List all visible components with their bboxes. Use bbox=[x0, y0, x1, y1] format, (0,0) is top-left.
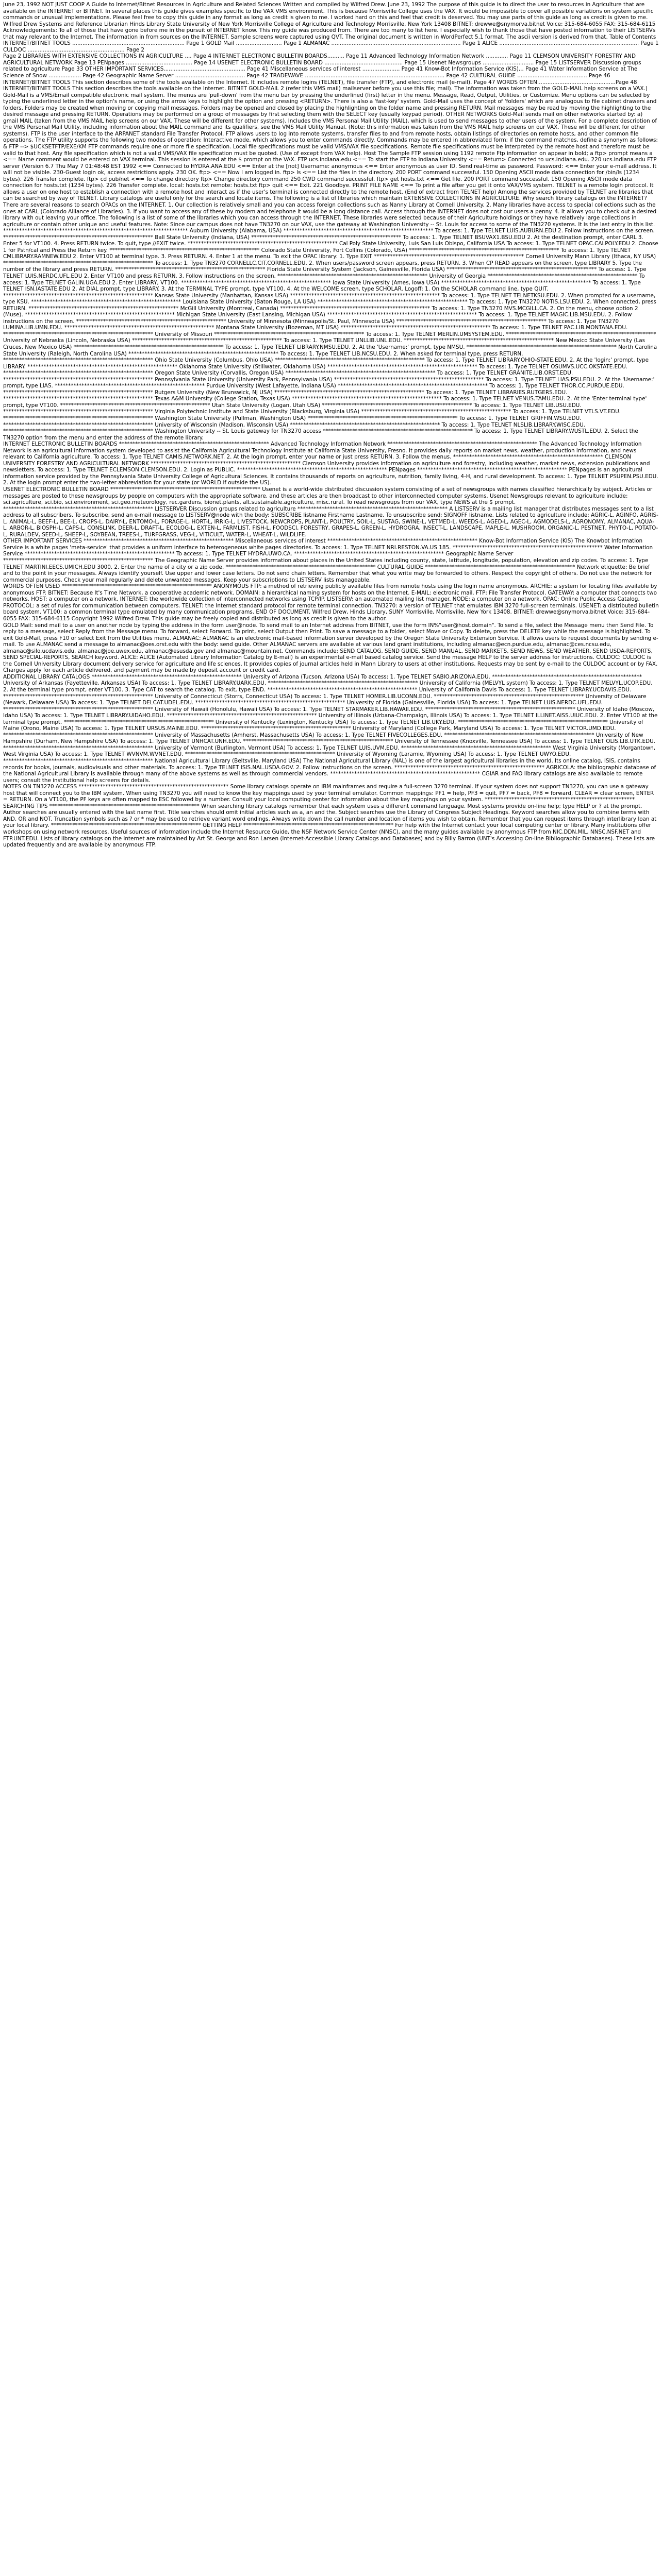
document-paragraph: June 23, 1992 NOT JUST COOP A Guide to Internet/Bitnet Resources in Agriculture and Related Sciences Written and compiled by Wilfred Drew. June 23, 1992 The purpose of this guide is to direct the user to resources in Agriculture that are available on the INTERNET or BITNET. In several places this guide gives examples specific to the VAX VMS environment. This is because Morrisville College uses the VAX. It would be impossible to cover all possible variations on system specific commands or unusual implementations. Please feel free to copy this guide in any format as long as credit is given to me. I worked hard on this and feel that credit is deserved. You may use parts of this guide as long as credit is given to me. Wilfred Drew Systems and Reference Librarian Hinds Library State University of New York Morrisville College of Agriculture and Technology Morrisville, New York 13408 BITNET: drewwe@snymorva.bitnet Voice: 315-684-6055 FAX: 315-684-6115 Acknowledgements: To all of those that have gone before me in the pursuit of INTERNET know. This my guide was produced from. There are too many to list here. I especially wish to thank those that have posted information to their LISTSERVs that may relevant to the Internet. The information in from sources on the INTERNET. Sample screens were captured using QVT. The original document is written in WordPerfect 5.1 format. The ascii version is derived from that. Table of Contents INTERNET/BITNET TOOLS .................................................................. Page 1 GOLD Mail ........................... Page 1 ALMANAC ............................................................................ Page 1 ALICE .................................................................................. Page 1 CULDOC ......................................................... Page 2 bbox=[3, 2, 660, 53]
document-paragraph: Page 2 LIBRARIES WITH EXTENSIVE COLLECTIONS IN AGRICULTURE .... Page 4 INTERNET ELECTRONIC BULLETIN BOARDS.......... Page 11 Advanced Technology Information Network ............. Page 11 CLEMSON UNIVERSITY FORESTRY AND AGRICULTURAL NETWORK Page 13 PENpages ....................................... Page 14 USENET ELECTRONIC BULLETIN BOARD .............................................. Page 15 Usenet Newsgroups .............................. Page 15 LISTSERVER Discussion groups related to agriculture Page 33 OTHER IMPORTANT SERVICES................................................ Page 41 Miscellaneous services of interest ...................... Page 41 Know-Bot Information Service (KIS)... Page 41 Water Information Service at The Science of Snow ................... Page 42 Geographic Name Server ......................................... Page 42 TRADEWAVE .................................................................................. Page 42 CULTURAL GUIDE ......................................... Page 46 INTERNET/BITNET TOOLS This section describes some of the tools available on the Internet. It includes remote logins (TELNET), file transfer (FTP), and electronic mail (e-mail). Page 47 WORDS OFTEN..............................................Page 48 INTERNET/BITNET TOOLS This section describes the tools available on the Internet. BITNET GOLD-MAIL 2 (refer this VMS mail) mailserver before you use this file; mail). The information was taken from the GOLD-MAIL help screens on a VAX.) Gold-Mail is a VMS/Email compatible electronic mail system. The menus are 'pull-down' from the menu bar by pressing the underlined (first) letter in the menu. Message, Read, Output, Utilities, or Customize. Menu options can be selected by typing the underlined letter in the option's name, or using the arrow keys to highlight the option and pressing <RETURN>. There is also a 'fast-key' system. Gold-Mail uses the concept of 'folders' which are analogous to file cabinet drawers and folders. Folders may be created when moving or copying mail messages. Folders may be opened and closed by placing the highlighting on the folder name and pressing RETURN. Mail messages may be read by moving the highlighting to the desired message and pressing RETURN. Operations may be performed on a group of messages by first selecting them with the SELECT key (usually keypad period). OTHER NETWORKS Gold-Mail sends mail on other networks started by: a) gmail MAIL (taken from the VMS MAIL help screens on our VAX. These will be different for other systems). Includes the VMS Personal Mail Utility (MAIL), which is used to send messages to other users of the system. For a complete description of the VMS Personal Mail Utility, including information about the MAIL command and its qualifiers, see the VMS Mail Utility Manual. (Note: this information was taken from the VMS MAIL help screens on our VAX. These will be different for other systems). FTP is the user interface to the ARPANET standard File Transfer Protocol. FTP allows users to log into remote systems, transfer files to and from remote hosts, obtain listings of directories on remote hosts, and other common file operations. The FTP utility supports the following two modes of operation: Interactive mode, which allows you to enter commands directly. Commands may be entered in abbreviated form; if the command matches, define a synonym as follows: & FTP --> $UCKSETFTP/EXE/KM FTP commands require one or more file specification. Local file specifications must be valid VMS/VAX file specifications. Remote file specifications must be interpreted by the remote host and therefore must be valid to that host. Any file specification which is not a valid VMS/VAX file specification must be quoted. (Use of except from VAX help). Host The Sample FTP session using 1192 remote Ftp information on appear in bold; a ftp> prompt means a <== Name comment would be entered on VAX terminal. This session is entered at the $ prompt on the VAX. FTP ucs.indiana.edu <== To start the FTP to Indiana University <== Return> Connected to ucs.indiana.edu. 220 ucs.indiana.edu FTP server (Version 6.7 Thu May 7 01:48:48 EST 1992 <== Connected to HYDRA.ANA.EDU <== Enter at the [not] Username: anonymous <== Enter anonymous as user ID. Send real-time as password. Password: <== Enter your e-mail address. It will not be visible. 230-Guest login ok, access restrictions apply. 230 OK. ftp> <== Now I am logged in. ftp> ls <== List the files in the directory. 200 PORT command successful. 150 Opening ASCII mode data connection for /bin/ls (1234 bytes). 226 Transfer complete. ftp> cd pub/net <== To change directory ftp> Change directory command 250 CWD command successful. ftp> get hosts.txt <== Get file. 200 PORT command successful. 150 Opening ASCII mode data connection for hosts.txt (1234 bytes). 226 Transfer complete. local: hosts.txt remote: hosts.txt ftp> quit <== Exit. 221 Goodbye. PRINT FILE NAME <== To print a file after you get it onto VAX/VMS system. TELNET is a remote login protocol. It allows a user on one host to establish a connection with a remote host and interact as if the user's terminal is connected directly to the remote host. (End of extract from TELNET help) Among the services provided by TELNET are libraries that can be searched by way of TELNET. Library catalogs are useful only for the search and locate items. The following is a list of libraries which maintain EXTENSIVE COLLECTIONS IN AGRICULTURE. Why search library catalogs on the INTERNET? There are several reasons to search OPACs on the INTERNET. 1. Our collection is relatively small and you can access foreign collections such as Nanny Library at Cornell University. 2. Many libraries have access to special collections such as the ones at CARL (Colorado Alliance of Libraries). 3. If you want to access any of these by modem and telephone it would be a long distance call. Access through the INTERNET does not cost our users a penny. 4. It allows you to check out a desired library with out leaving your office. The following is a list of some of the libraries which you can access through the INTERNET. These libraries were selected because of their Agriculture holdings or they have relatively large collections in agriculture or contain other unique and useful features. Note: Since our campus does not have TN3270 on our VAX, use the gateway at Washington University -- St. Louis for access to some of the TN3270 systems. It is the last entry in this list. bbox=[3, 53, 660, 228]
document-paragraph: ********************************************************************* Auburn University (Alabama, USA) ******************************************************** To access: 1. Type TELNET LUIS.AUBURN.EDU 2. Follow instructions on the screen. ******************************************************** Ball State University (Indiana, USA) ******************************************************** To access: 1. Type TELNET BSUVAX1.BSU.EDU 2. At the destination prompt, enter CARL 3. Enter 5 for VT100. 4. Press RETURN twice. To quit, type //EXIT twice. ******************************************************** Cal Poly State University, Luis San Luis Obispo, California USA To access: 1. Type TELNET OPAC.CALPOLY.EDU 2. Choose 1 for Pstn/cal and Press the Return key. ******************************************************** Colorado State University, Fort Collins (Colorado, USA) ******************************************************** To access: 1. Type TELNET CMLIBRARY.RAMNEW.EDU 2. Enter VT100 at terminal type. 3. Press RETURN. 4. Enter 1 at the menu. To exit the OPAC library: 1. Type EXIT ******************************************************** Cornell University Mann Library (Ithaca, NY USA) ******************************************************** To access: 1. Type TN3270 CORNELLC.CIT.CORNELL.EDU. 2. When users/password screen appears, press RETURN. 3. When CP READ appears on the screen, type LIBRARY 5. Type the number of the library and press RETURN. ******************************************************** Florida State University System (Jackson, Gainesville, Florida USA) ******************************************************** To access: 1. Type TELNET LUIS.NERDC.UFL.EDU 2. Enter VT100 and press RETURN. 3. Follow instructions on the screen. ******************************************************** University of Georgia ******************************************************** To access: 1. Type TELNET GALIN.UGA.EDU 2. Enter LIBRARY, VT100. ******************************************************** Iowa State University (Ames, Iowa USA) ******************************************************** To access: 1. Type TELNET ISN.IASTATE.EDU 2. At DIAL prompt, type LIBRARY. 3. At the TERMINAL TYPE prompt, type VT100. 4. At the WELCOME screen, type SCHOLAR. Logoff: 1. On the SCHOLAR command line, type QUIT. bbox=[3, 228, 660, 293]
document-paragraph: ******************************************************** Kansas State University (Manhattan, Kansas USA) ******************************************************** To access: 1. Type TELNET TELNETKSU.EDU. 2. When prompted for a username, type KSU. ******************************************************** Louisiana State University (Baton Rouge, LA USA) ******************************************************** To access: 1. Type TN3270 NOTIS.LSU.EDU. 2. When connected, press RETURN. ******************************************************** McGill University (Montreal, Canada) ******************************************************** To access: 1. Type TN3270 MVS.MCGILL.CA. 2. On the menu, choose option 2 (Muse). ******************************************************** Michigan State University (East Lansing, Michigan USA) ******************************************************** To access: 1. Type TELNET MAGIC.LIB.MSU.EDU. 2. Follow instructions on the screen. ******************************************************** University of Minnesota (Minneapolis/St. Paul, Minnesota USA) ******************************************************** To access: 1. Type TN3270 LUMINA.LIB.UMN.EDU. ******************************************************** Montana State University (Bozeman, MT USA) ******************************************************** To access: 1. Type TELNET PAC.LIB.MONTANA.EDU. ******************************************************** University of Missouri ******************************************************** To access: 1. Type TELNET MERLIN.UMSYSTEM.EDU. ******************************************************** University of Nebraska (Lincoln, Nebraska USA) ******************************************************** To access: 1. Type TELNET UNLLIB.UNL.EDU. ******************************************************** New Mexico State University (Las Cruces, New Mexico USA) ******************************************************** To access: 1. Type TELNET LIBRARY.NMSU.EDU. 2. At the 'Username:' prompt, type NMSU. ******************************************************** North Carolina State University (Raleigh, North Carolina USA) ******************************************************** To access: 1. Type TELNET LIB.NCSU.EDU. 2. When asked for terminal type, press RETURN. ******************************************************** Ohio State University (Columbus, Ohio USA) ******************************************************** To access: 1. Type TELNET LIBRARY.OHIO-STATE.EDU. 2. At the 'login:' prompt, type LIBRARY. ******************************************************** Oklahoma State University (Stillwater, Oklahoma USA) ******************************************************** To access: 1. Type TELNET OSUMVS.UCC.OKSTATE.EDU. ******************************************************** Oregon State University (Corvallis, Oregon USA) ******************************************************** To access: 1. Type TELNET GRANITE.LIB.ORST.EDU. ******************************************************** Pennsylvania State University (University Park, Pennsylvania USA) ******************************************************** To access: 1. Type TELNET LIAS.PSU.EDU. 2. At the 'Username:' prompt, type LIAS. ******************************************************** Purdue University (West Lafayette, Indiana USA) ******************************************************** To access: 1. Type TELNET THOR.CC.PURDUE.EDU. ******************************************************** Rutgers University (New Brunswick, NJ USA) ******************************************************** To access: 1. Type TELNET LIBRARIES.RUTGERS.EDU. ******************************************************** Texas A&M University (College Station, Texas USA) ******************************************************** To access: 1. Type TELNET VENUS.TAMU.EDU. 2. At the 'Enter terminal type' prompt, type VT100. ******************************************************** Utah State University (Logan, Utah USA) ******************************************************** To access: 1. Type TELNET LIB.USU.EDU. ******************************************************** Virginia Polytechnic Institute and State University (Blacksburg, Virginia USA) ******************************************************** To access: 1. Type TELNET VTLS.VT.EDU. ******************************************************** Washington State University (Pullman, Washington USA) ******************************************************** To access: 1. Type TELNET GRIFFIN.WSU.EDU. ******************************************************** University of Wisconsin (Madison, Wisconsin USA) ******************************************************** To access: 1. Type TELNET NLSLIB.LIBRARY.WISC.EDU. ******************************************************** Washington University -- St. Louis gateway for TN3270 access ******************************************************** To access: 1. Type TELNET LIBRARY.WUSTL.EDU. 2. Select the TN3270 option from the menu and enter the address of the remote library. bbox=[3, 292, 659, 441]
document-paragraph: ADDITIONAL LIBRARY CATALOGS ******************************************************** University of Arizona (Tucson, Arizona USA) To access: 1. Type TELNET SABIO.ARIZONA.EDU. ******************************************************** University of Arkansas (Fayetteville, Arkansas USA) To access: 1. Type TELNET LIBRARY.UARK.EDU. ******************************************************** University of California (MELVYL system) To access: 1. Type TELNET MELVYL.UCOP.EDU. 2. At the terminal type prompt, enter VT100. 3. Type CAT to search the catalog. To exit, type END. ******************************************************** University of California Davis To access: 1. Type TELNET LIBRARY.UCDAVIS.EDU. ******************************************************** University of Connecticut (Storrs, Connecticut USA) To access: 1. Type TELNET HOMER.LIB.UCONN.EDU. ******************************************************** University of Delaware (Newark, Delaware USA) To access: 1. Type TELNET DELCAT.UDEL.EDU. ******************************************************** University of Florida (Gainesville, Florida USA) To access: 1. Type TELNET LUIS.NERDC.UFL.EDU. ******************************************************** University of Hawaii (Honolulu, Hawaii USA) To access: 1. Type TELNET STARMAKER.LIB.HAWAII.EDU. ******************************************************** University of Idaho (Moscow, Idaho USA) To access: 1. Type TELNET LIBRARY.UIDAHO.EDU. ******************************************************** University of Illinois (Urbana-Champaign, Illinois USA) To access: 1. Type TELNET ILLINET.AISS.UIUC.EDU. 2. Enter VT100 at the terminal type prompt. ******************************************************** University of Kentucky (Lexington, Kentucky USA) To access: 1. Type TELNET LIB.UKY.EDU. ******************************************************** University of Maine (Orono, Maine USA) To access: 1. Type TELNET URSUS.MAINE.EDU. ******************************************************** University of Maryland (College Park, Maryland USA) To access: 1. Type TELNET VICTOR.UMD.EDU. ******************************************************** University of Massachusetts (Amherst, Massachusetts USA) To access: 1. Type TELNET FIVECOLLEGES.EDU. ******************************************************** University of New Hampshire (Durham, New Hampshire USA) To access: 1. Type TELNET UNHCAT.UNH.EDU. ******************************************************** University of Tennessee (Knoxville, Tennessee USA) To access: 1. Type TELNET OLIS.LIB.UTK.EDU. ******************************************************** University of Vermont (Burlington, Vermont USA) To access: 1. Type TELNET LUIS.UVM.EDU. ******************************************************** West Virginia University (Morgantown, West Virginia USA) To access: 1. Type TELNET WVNVM.WVNET.EDU. ******************************************************** University of Wyoming (Laramie, Wyoming USA) To access: 1. Type TELNET UWYO.EDU. ******************************************************** National Agricultural Library (Beltsville, Maryland USA) The National Agricultural Library (NAL) is one of the largest agricultural libraries in the world. Its online catalog, ISIS, contains records for books, journals, audiovisuals and other materials. To access: 1. Type TELNET ISIS.NAL.USDA.GOV. 2. Follow instructions on the screen. ******************************************************** AGRICOLA: the bibliographic database of the National Agricultural Library is available through many of the above systems as well as through commercial vendors. ******************************************************** CGIAR and FAO library catalogs are also available to remote users; consult the institutional help screens for details. bbox=[3, 673, 659, 784]
document-paragraph: USENET ELECTRONIC BULLETIN BOARD ******************************************************** Usenet is a world-wide distributed discussion system consisting of a set of newsgroups with names classified hierarchically by subject. Articles or messages are posted to these newsgroups by people on computers with the appropriate software, and these articles are then broadcast to other interconnected computer systems. Usenet Newsgroups relevant to agriculture include: sci.agriculture, sci.bio, sci.environment, sci.geo.meteorology, rec.gardens, bionet.plants, alt.sustainable.agriculture, misc.rural. To read newsgroups from our VAX, type NEWS at the $ prompt. ******************************************************** LISTSERVER Discussion groups related to agriculture ******************************************************** A LISTSERV is a mailing list manager that distributes messages sent to a list address to all subscribers. To subscribe, send an e-mail message to LISTSERV@node with the body: SUBSCRIBE listname Firstname Lastname. To unsubscribe send: SIGNOFF listname. Lists related to agriculture include: AGRIC-L, AGINFO, AGRIS-L, ANIMAL-L, BEEF-L, BEE-L, CROPS-L, DAIRY-L, ENTOMO-L, FORAGE-L, HORT-L, IRRIG-L, LIVESTOCK, NEWCROPS, PLANT-L, POULTRY, SOIL-L, SUSTAG, SWINE-L, VETMED-L, WEEDS-L, AGED-L, AGEC-L, AGMODELS-L, AGRONOMY, ALMANAC, AQUA-L, ARBOR-L, BIOSPH-L, CAPS-L, CONSLINK, DEER-L, DRAFT-L, ECOLOG-L, EXTEN-L, FARMLIST, FISH-L, FOODSCI, FORESTRY, GRAPES-L, GREEN-L, HYDROGRA, INSECT-L, LANDSCAPE, MAPLE-L, MUSHROOM, ORGANIC-L, PESTNET, PHYTO-L, POTATO-L, RURALDEV, SEED-L, SHEEP-L, SOYBEAN, TREES-L, TURFGRASS, VEG-L, VITICULT, WATER-L, WHEAT-L, WILDLIFE. bbox=[3, 486, 658, 538]
document-paragraph: OTHER IMPORTANT SERVICES ******************************************************** Miscellaneous services of interest ******************************************************** Know-Bot Information Service (KIS) The Knowbot Information Service is a white pages 'meta-service' that provides a uniform interface to heterogeneous white pages directories. To access: 1. Type TELNET NRI.RESTON.VA.US 185. ******************************************************** Water Information Service ******************************************************** To access: 1. Type TELNET HYDRA.UWO.CA. ******************************************************** Geographic Name Server ******************************************************** The Geographic Name Server provides information about places in the United States including county, state, latitude, longitude, population, elevation and zip codes. To access: 1. Type TELNET MARTINI.EECS.UMICH.EDU 3000. 2. Enter the name of a city or a zip code. ******************************************************** CULTURAL GUIDE ******************************************************** Network etiquette: Be brief and to the point in your messages. Always identify yourself. Use upper and lower case letters. Do not send chain letters. Remember that what you write may be forwarded to others. Respect the copyright of others. Do not use the network for commercial purposes. Check your mail regularly and delete unwanted messages. Keep your subscriptions to LISTSERV lists manageable. bbox=[3, 538, 655, 583]
document-paragraph: GOLD Mail: send mail to a user on another node by typing the address in the form user@node. To send mail to an Internet address from BITNET, use the form IN%"user@host.domain". To send a file, select the Message menu then Send File. To reply to a message, select Reply from the Message menu. To forward, select Forward. To print, select Output then Print. To save a message to a folder, select Move or Copy. To delete, press the DELETE key while the message is highlighted. To exit Gold-Mail, press F10 or select Exit from the Utilities menu. ALMANAC: ALMANAC is an electronic mail-based information server developed by the Oregon State University Extension Service. It allows users to request documents by sending e-mail. To use ALMANAC send a message to almanac@oes.orst.edu with the body: send guide. Other ALMANAC servers are available at various land grant institutions, including almanac@ecn.purdue.edu, almanac@ces.ncsu.edu, almanac@silo.ucdavis.edu, almanac@joe.uwex.edu, almanac@esusda.gov and almanac@mountain.net. Commands include: SEND CATALOG, SEND GUIDE, SEND MANUAL, SEND MARKETS, SEND NEWS, SEND WEATHER, SEND USDA-REPORTS, SEND SPECIAL-REPORTS, SEARCH keyword. ALICE: ALICE (Automated Library Information Catalog by E-mail) is an experimental e-mail based catalog service. Send the message HELP to the server address for instructions. CULDOC: CULDOC is the Cornell University Library document delivery service for agriculture and life sciences. It provides copies of journal articles held in Mann Library to users at other institutions. Requests may be sent by e-mail to the CULDOC account or by FAX. Charges apply for each article delivered, and payment may be made by deposit account or credit card. bbox=[3, 622, 659, 674]
document-paragraph: NOTES ON TN3270 ACCESS ******************************************************** Some library catalogs operate on IBM mainframes and require a full-screen 3270 terminal. If your system does not support TN3270, you can use a gateway host that will connect you to the IBM system. When using TN3270 you will need to know the key mappings used by your terminal emulator. Common mappings: PF1 = help, PF3 = quit, PF7 = back, PF8 = forward, CLEAR = clear screen, ENTER = RETURN. On a VT100, the PF keys are often mapped to ESC followed by a number. Consult your local computing center for information about the key mappings on your system. ******************************************************** SEARCHING TIPS ******************************************************** When searching library catalogs remember that each system uses a different command language. Most systems provide on-line help; type HELP or ? at the prompt. Author searches are usually entered with the last name first. Title searches should omit initial articles such as a, an and the. Subject searches use the Library of Congress Subject Headings. Keyword searches allow you to combine terms with AND, OR and NOT. Truncation symbols such as ? or * may be used to retrieve variant word endings. Always write down the call number and location of items you wish to obtain. Remember that you can request items through interlibrary loan at your local library. ******************************************************** GETTING HELP ******************************************************** For help with the Internet contact your local computing center or library. Many institutions offer workshops on using network resources. Useful sources of information include the Internet Resource Guide, the NSF Network Service Center (NNSC), and the many guides available by anonymous FTP from NIC.DDN.MIL, NNSC.NSF.NET and FTP.UNT.EDU. Lists of library catalogs on the Internet are maintained by Art St. George and Ron Larsen (Internet-Accessible Library Catalogs and Databases) and by Billy Barron (UNT's Accessing On-line Bibliographic Databases). These lists are updated frequently and are available by anonymous FTP. bbox=[3, 784, 658, 849]
document-paragraph: WORDS OFTEN USED ******************************************************** ANONYMOUS FTP: a method of retrieving publicly available files from remote hosts using the login name anonymous. ARCHIE: a system for locating files available by anonymous FTP. BITNET: Because It's Time Network, a cooperative academic network. DOMAIN: a hierarchical naming system for hosts on the Internet. E-MAIL: electronic mail. FTP: File Transfer Protocol. GATEWAY: a computer that connects two networks. HOST: a computer on a network. INTERNET: the worldwide collection of interconnected networks using TCP/IP. LISTSERV: an automated mailing list manager. NODE: a computer on a network. OPAC: Online Public Access Catalog. PROTOCOL: a set of rules for communication between computers. TELNET: the Internet standard protocol for remote terminal connection. TN3270: a version of TELNET that emulates IBM 3270 full-screen terminals. USENET: a distributed bulletin board system. VT100: a common terminal type emulated by many communication programs. END OF DOCUMENT. Wilfred Drew, Hinds Library, SUNY Morrisville, Morrisville, New York 13408. BITNET: drewwe@snymorva.bitnet Voice: 315-684-6055 FAX: 315-684-6115 Copyright 1992 Wilfred Drew. This guide may be freely copied and distributed as long as credit is given to the author. bbox=[3, 583, 660, 622]
document-paragraph: INTERNET ELECTRONIC BULLETIN BOARDS ******************************************************** Advanced Technology Information Network ******************************************************** The Advanced Technology Information Network is an agricultural information system developed to assist the California Agricultural Technology Institute at California State University, Fresno. It provides daily reports on market news, weather, production information, and news relevant to California agriculture. To access: 1. Type TELNET CAMIS.NETWORK.NET. 2. At the login prompt, enter your name or just press RETURN. 3. Follow the menus. ******************************************************** CLEMSON UNIVERSITY FORESTRY AND AGRICULTURAL NETWORK ******************************************************** Clemson University provides information on agriculture and forestry, including weather, market news, extension publications and newsletters. To access: 1. Type TELNET ECLEMSON.CLEMSON.EDU. 2. Login as PUBLIC. ******************************************************** PENpages ******************************************************** PENpages is an agricultural information service provided by the Pennsylvania State University College of Agricultural Sciences. It contains thousands of reports on agriculture, nutrition, family living, 4-H, and rural development. To access: 1. Type TELNET PSUPEN.PSU.EDU. 2. At the login prompt enter the two-letter abbreviation for your state (or WORLD if outside the US). bbox=[3, 441, 660, 486]
